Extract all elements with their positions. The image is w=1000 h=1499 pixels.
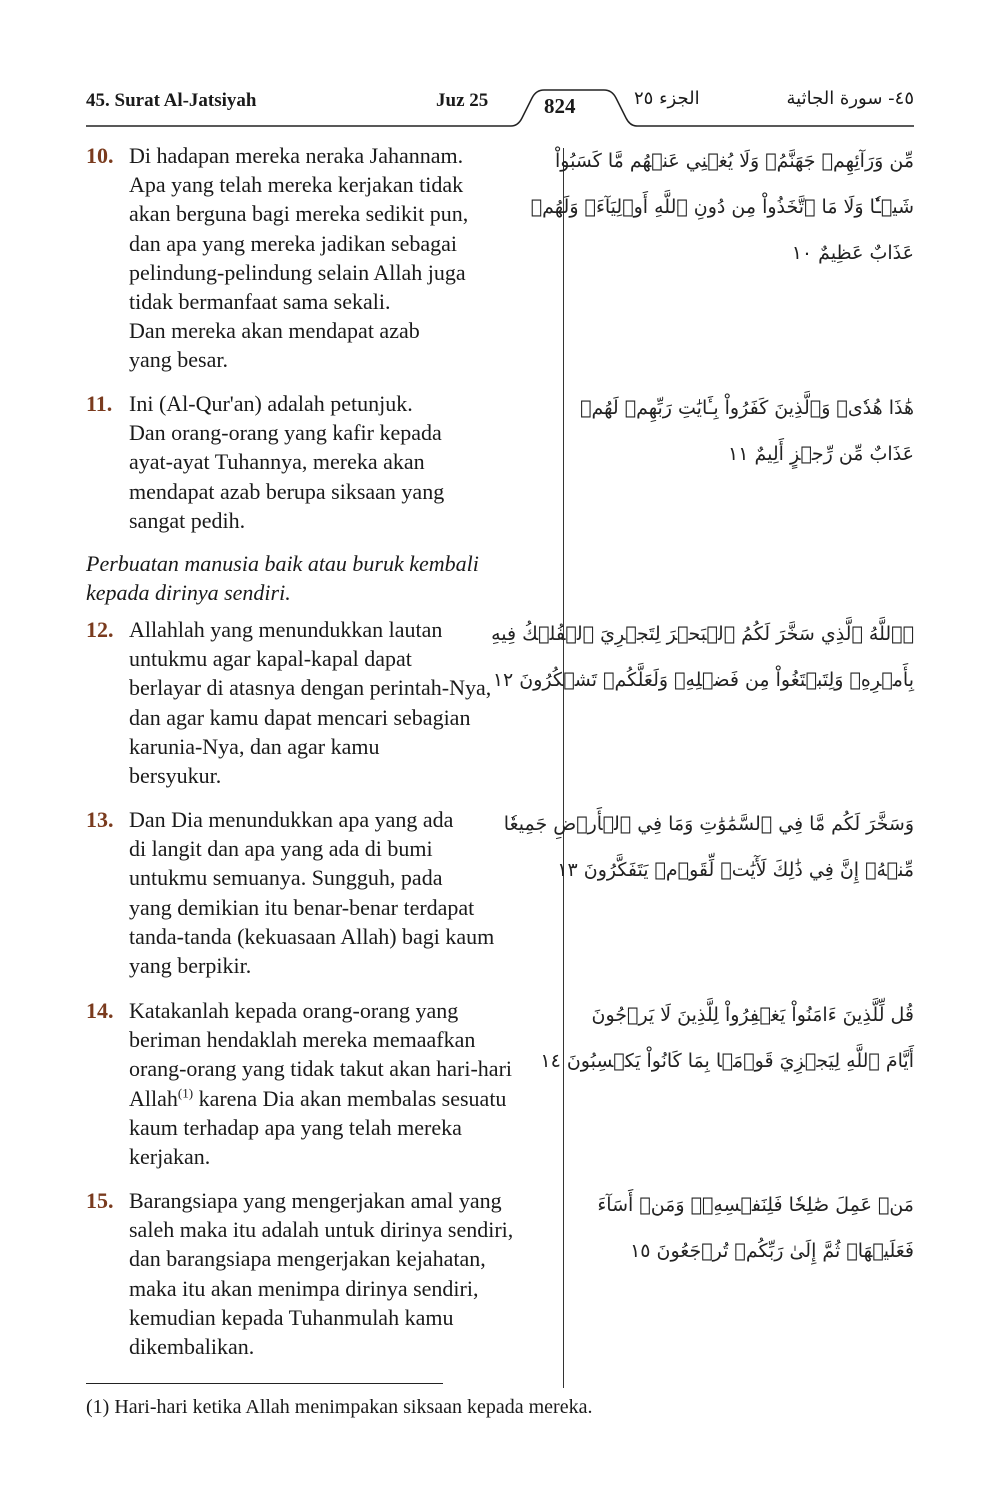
verse-line: untukmu agar kapal-kapal dapat <box>129 646 412 672</box>
verse-line: karunia-Nya, dan agar kamu <box>129 733 380 759</box>
verse-line: beriman hendaklah mereka memaafkan <box>129 1027 476 1053</box>
verse-line: orang-orang yang tidak takut akan hari-hari <box>129 1056 513 1082</box>
verse-14-arabic <box>540 992 914 1084</box>
verse-number: 14. <box>86 998 114 1023</box>
verse-line: yang berpikir. <box>129 953 252 979</box>
verse-line: dikembalikan. <box>129 1334 255 1360</box>
verse-number: 15. <box>86 1188 114 1213</box>
footnote-rule <box>86 1383 443 1384</box>
arabic-line: وَسَخَّرَ لَكُم مَّا فِي ٱلسَّمَٰوَٰتِ وَمَا فِي ٱلۡأَرۡضِ جَمِيعٗا <box>503 813 914 835</box>
surah-title-arabic: ٤٥- سورة الجاثية <box>786 88 914 109</box>
verse-line: Dan Dia menundukkan apa yang ada <box>129 807 454 832</box>
arabic-line: عَذَابٌ مِّن رِّجۡزٍ أَلِيمٌ ١١ <box>728 443 914 465</box>
verse-line: tanda-tanda (kekuasaan Allah) bagi kaum <box>129 923 495 949</box>
footnote-marker[interactable]: (1) <box>177 1085 194 1101</box>
arabic-line: فَعَلَيۡهَاۖ ثُمَّ إِلَىٰ رَبِّكُمۡ تُرۡجَعُونَ ١٥ <box>630 1240 914 1262</box>
verse-15-translation <box>86 1186 560 1361</box>
verse-line-with-footnote <box>129 1084 560 1113</box>
column-divider <box>563 148 564 1388</box>
arabic-line: شَيۡـٔٗا وَلَا مَا ٱتَّخَذُواْ مِن دُونِ ٱللَّهِ أَوۡلِيَآءَۖ وَلَهُمۡ <box>530 196 914 218</box>
verse-15-arabic <box>594 1182 914 1274</box>
verse-number: 11. <box>86 391 113 416</box>
verse-11-translation <box>86 389 560 535</box>
arabic-line: هَٰذَا هُدٗىۖ وَٱلَّذِينَ كَفَرُواْ بِـَٔايَٰتِ رَبِّهِمۡ لَهُمۡ <box>580 397 914 419</box>
verse-line: di langit dan apa yang ada di bumi <box>129 836 433 862</box>
arabic-line: ۞ٱللَّهُ ٱلَّذِي سَخَّرَ لَكُمُ ٱلۡبَحۡرَ لِتَجۡرِيَ ٱلۡفُلۡكُ فِيهِ <box>491 623 914 645</box>
verse-line: Apa yang telah mereka kerjakan tidak <box>129 172 464 198</box>
verse-number: 13. <box>86 807 114 832</box>
arabic-line: عَذَابٌ عَظِيمٌ ١٠ <box>791 242 914 264</box>
verse-line: saleh maka itu adalah untuk dirinya sendiri, <box>129 1217 514 1243</box>
verse-13-translation <box>86 805 560 980</box>
footnote: (1) Hari-hari ketika Allah menimpakan siksaan kepada mereka. <box>86 1396 593 1418</box>
verse-line: pelindung-pelindung selain Allah juga <box>129 259 466 285</box>
verse-line: akan berguna bagi mereka sedikit pun, <box>129 201 469 227</box>
verse-line: tidak bermanfaat sama sekali. <box>129 289 391 315</box>
arabic-line: بِأَمۡرِهِۦ وَلِتَبۡتَغُواْ مِن فَضۡلِهِۦ وَلَعَلَّكُمۡ تَشۡكُرُونَ ١٢ <box>492 669 914 691</box>
juz-label-arabic: الجزء ٢٥ <box>634 88 700 109</box>
verse-11-arabic <box>580 385 914 477</box>
verse-14-translation <box>86 996 560 1171</box>
arabic-line: أَيَّامَ ٱللَّهِ لِيَجۡزِيَ قَوۡمَۢا بِمَا كَانُواْ يَكۡسِبُونَ ١٤ <box>540 1050 914 1072</box>
page-number: 824 <box>544 94 576 118</box>
heading-line: kepada dirinya sendiri. <box>86 580 291 606</box>
heading-line: Perbuatan manusia baik atau buruk kembali <box>86 551 479 576</box>
verse-line: untukmu semuanya. Sungguh, pada <box>129 865 443 891</box>
verse-line: Dan mereka akan mendapat azab <box>129 318 420 344</box>
verse-12-translation <box>86 615 560 790</box>
verse-line: ayat-ayat Tuhannya, mereka akan <box>129 449 425 475</box>
verse-line: Ini (Al-Qur'an) adalah petunjuk. <box>129 391 413 416</box>
verse-line: sangat pedih. <box>129 507 246 533</box>
arabic-line: مِّنۡهُۚ إِنَّ فِي ذَٰلِكَ لَأٓيَٰتٖ لِّقَوۡمٖ يَتَفَكَّرُونَ ١٣ <box>557 859 914 881</box>
allah-word: Allah <box>129 1085 178 1111</box>
verse-line: yang besar. <box>129 347 228 373</box>
verse-number: 12. <box>86 617 114 642</box>
verse-line: kaum terhadap apa yang telah mereka <box>129 1114 462 1140</box>
verse-line: dan barangsiapa mengerjakan kejahatan, <box>129 1246 486 1272</box>
arabic-line: مَنۡ عَمِلَ صَٰلِحٗا فَلِنَفۡسِهِۦۖ وَمَنۡ أَسَآءَ <box>597 1194 914 1216</box>
juz-label-latin: Juz 25 <box>436 90 489 111</box>
verse-10-translation <box>86 141 560 375</box>
verse-line: yang demikian itu benar-benar terdapat <box>129 894 475 920</box>
verse-line: bersyukur. <box>129 763 222 789</box>
arabic-line: مِّن وَرَآئِهِمۡ جَهَنَّمُۖ وَلَا يُغۡنِي عَنۡهُم مَّا كَسَبُواْ <box>554 150 914 172</box>
verse-line: Dan orang-orang yang kafir kepada <box>129 420 442 446</box>
verse-line: Allahlah yang menundukkan lautan <box>129 617 443 642</box>
section-heading <box>86 549 479 607</box>
verse-12-arabic <box>491 611 914 703</box>
verse-10-arabic <box>530 138 914 276</box>
verse-line: mendapat azab berupa siksaan yang <box>129 478 445 504</box>
arabic-line: قُل لِّلَّذِينَ ءَامَنُواْ يَغۡفِرُواْ لِلَّذِينَ لَا يَرۡجُونَ <box>591 1004 914 1026</box>
line-continuation: karena Dia akan membalas sesuatu <box>193 1085 507 1111</box>
verse-line: kemudian kepada Tuhanmulah kamu <box>129 1304 454 1330</box>
verse-line: dan agar kamu dapat mencari sebagian <box>129 704 471 730</box>
verse-line: maka itu akan menimpa dirinya sendiri, <box>129 1275 479 1301</box>
surah-title-latin: 45. Surat Al-Jatsiyah <box>86 90 257 111</box>
verse-line: dan apa yang mereka jadikan sebagai <box>129 230 458 256</box>
verse-line: kerjakan. <box>129 1144 211 1170</box>
verse-number: 10. <box>86 143 114 168</box>
verse-line: Katakanlah kepada orang-orang yang <box>129 998 459 1023</box>
verse-line: Di hadapan mereka neraka Jahannam. <box>129 143 464 168</box>
verse-line: berlayar di atasnya dengan perintah-Nya, <box>129 675 492 701</box>
page-header <box>86 88 914 128</box>
verse-13-arabic <box>503 801 914 893</box>
verse-line: Barangsiapa yang mengerjakan amal yang <box>129 1188 502 1213</box>
